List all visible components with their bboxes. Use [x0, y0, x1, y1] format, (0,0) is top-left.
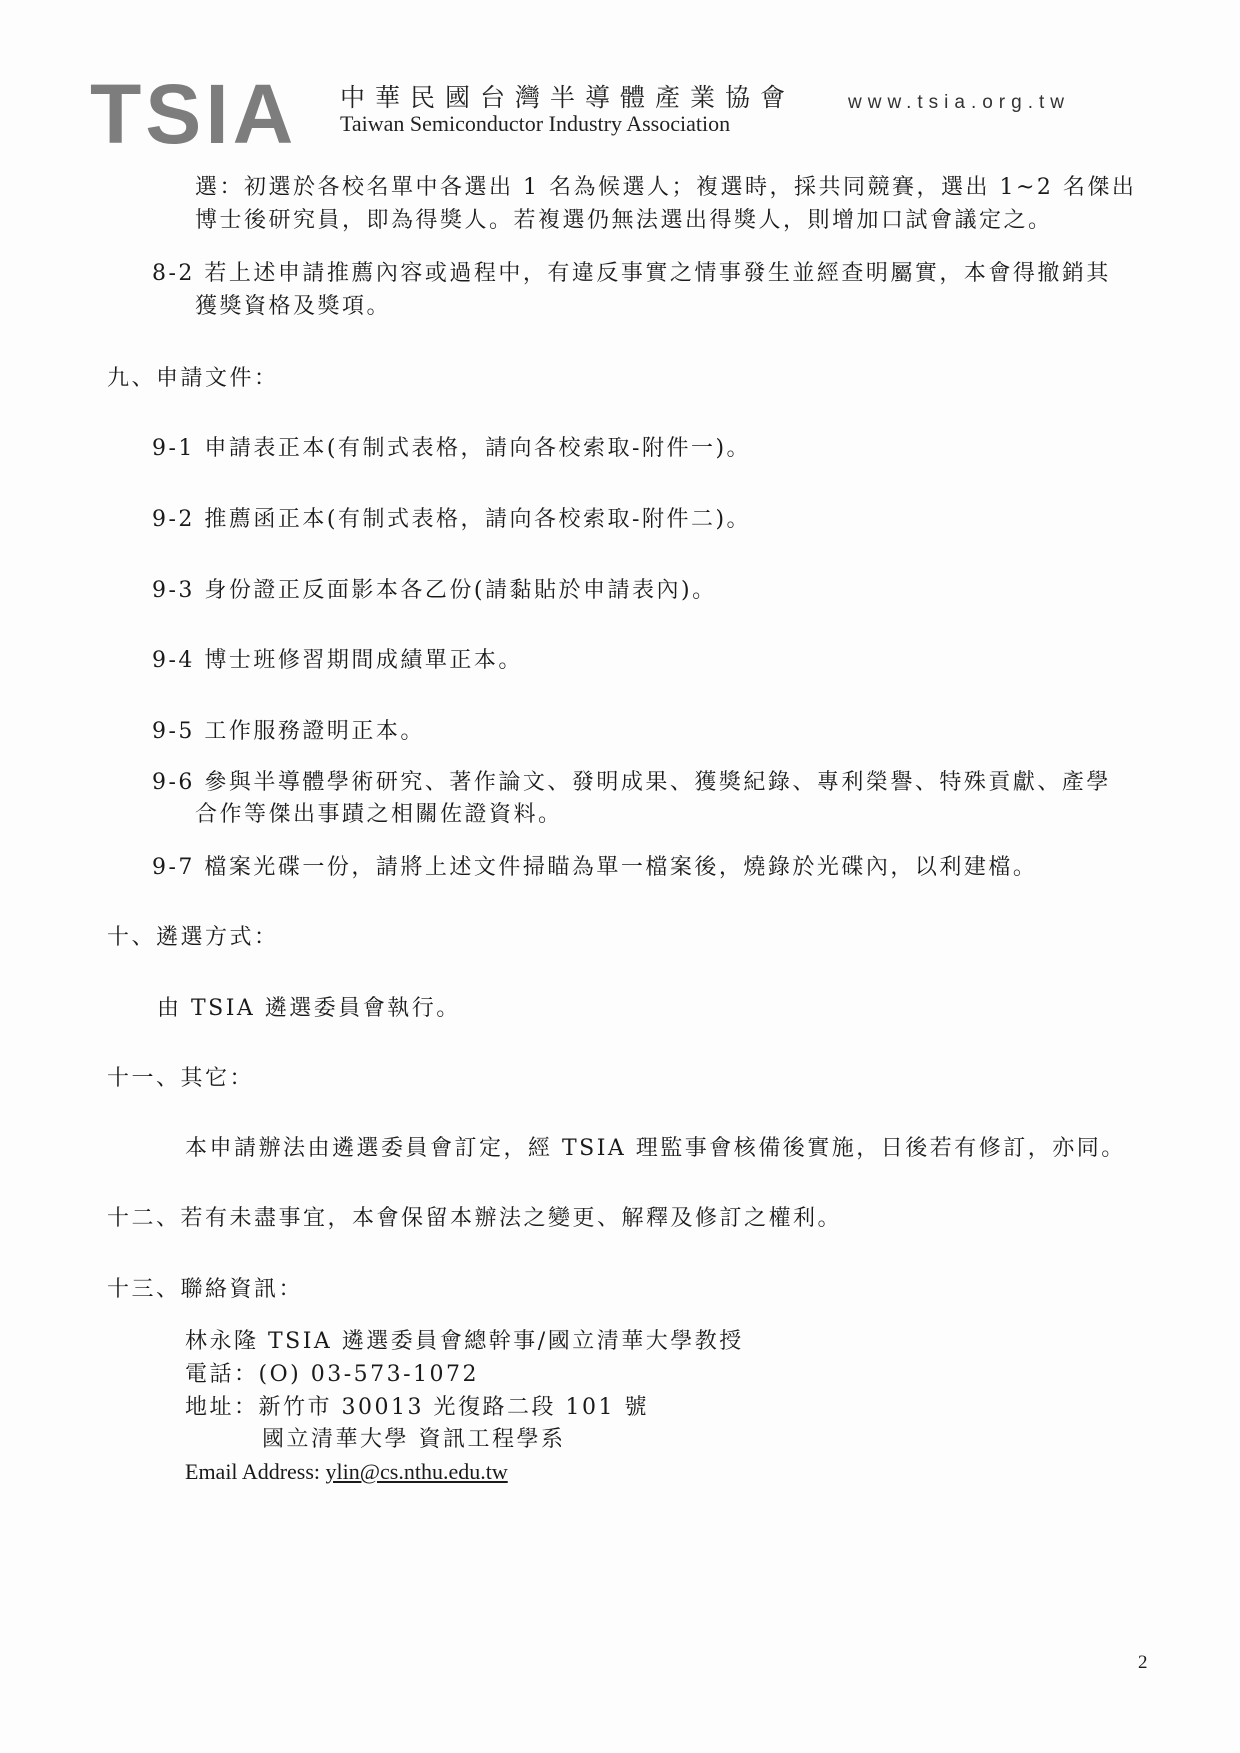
section8-cont-line1: 選：初選於各校名單中各選出 1 名為候選人；複選時，採共同競賽，選出 1~2 名傑出	[195, 175, 1137, 200]
section10-body: 由 TSIA 遴選委員會執行。	[157, 996, 461, 1021]
email-link[interactable]: ylin@cs.nthu.edu.tw	[325, 1459, 508, 1484]
contact-email	[185, 1459, 508, 1485]
section13-heading: 十三、聯絡資訊：	[107, 1277, 304, 1302]
item-9-3: 9-3 身份證正反面影本各乙份(請黏貼於申請表內)。	[152, 578, 717, 603]
contact-address-line2: 國立清華大學 資訊工程學系	[262, 1427, 566, 1452]
item-8-2-line2: 獲獎資格及獎項。	[195, 294, 392, 319]
section8-cont-line2: 博士後研究員，即為得獎人。若複選仍無法選出得獎人，則增加口試會議定之。	[195, 208, 1053, 233]
item-9-4: 9-4 博士班修習期間成績單正本。	[152, 648, 523, 673]
item-9-6-line2: 合作等傑出事蹟之相關佐證資料。	[195, 802, 563, 827]
page-number: 2	[1138, 1652, 1148, 1673]
website-url: www.tsia.org.tw	[848, 92, 1070, 113]
section10-heading: 十、遴選方式：	[107, 925, 279, 950]
contact-address-line1: 地址：新竹市 30013 光復路二段 101 號	[185, 1395, 649, 1420]
item-9-2: 9-2 推薦函正本(有制式表格，請向各校索取-附件二)。	[152, 507, 752, 532]
tsia-logo: TSIA	[90, 67, 298, 161]
item-9-6-line1: 9-6 參與半導體學術研究、著作論文、發明成果、獲獎紀錄、專利榮譽、特殊貢獻、產學	[152, 770, 1111, 795]
section9-heading: 九、申請文件：	[107, 366, 279, 391]
section11-body: 本申請辦法由遴選委員會訂定，經 TSIA 理監事會核備後實施，日後若有修訂，亦同。	[185, 1136, 1126, 1161]
contact-phone: 電話：(O) 03-573-1072	[185, 1362, 480, 1387]
item-9-7: 9-7 檔案光碟一份，請將上述文件掃瞄為單一檔案後，燒錄於光碟內，以利建檔。	[152, 855, 1038, 880]
item-9-1: 9-1 申請表正本(有制式表格，請向各校索取-附件一)。	[152, 436, 752, 461]
org-name-english: Taiwan Semiconductor Industry Association	[340, 111, 731, 136]
item-8-2-line1: 8-2 若上述申請推薦內容或過程中，有違反事實之情事發生並經查明屬實，本會得撤銷其	[152, 261, 1111, 286]
section11-heading: 十一、其它：	[107, 1066, 255, 1091]
item-9-5: 9-5 工作服務證明正本。	[152, 719, 425, 744]
email-label: Email Address:	[185, 1459, 326, 1484]
contact-name: 林永隆 TSIA 遴選委員會總幹事/國立清華大學教授	[185, 1329, 744, 1354]
org-name-chinese: 中華民國台灣半導體產業協會	[340, 83, 796, 112]
section12-heading: 十二、若有未盡事宜，本會保留本辦法之變更、解釋及修訂之權利。	[107, 1206, 843, 1231]
